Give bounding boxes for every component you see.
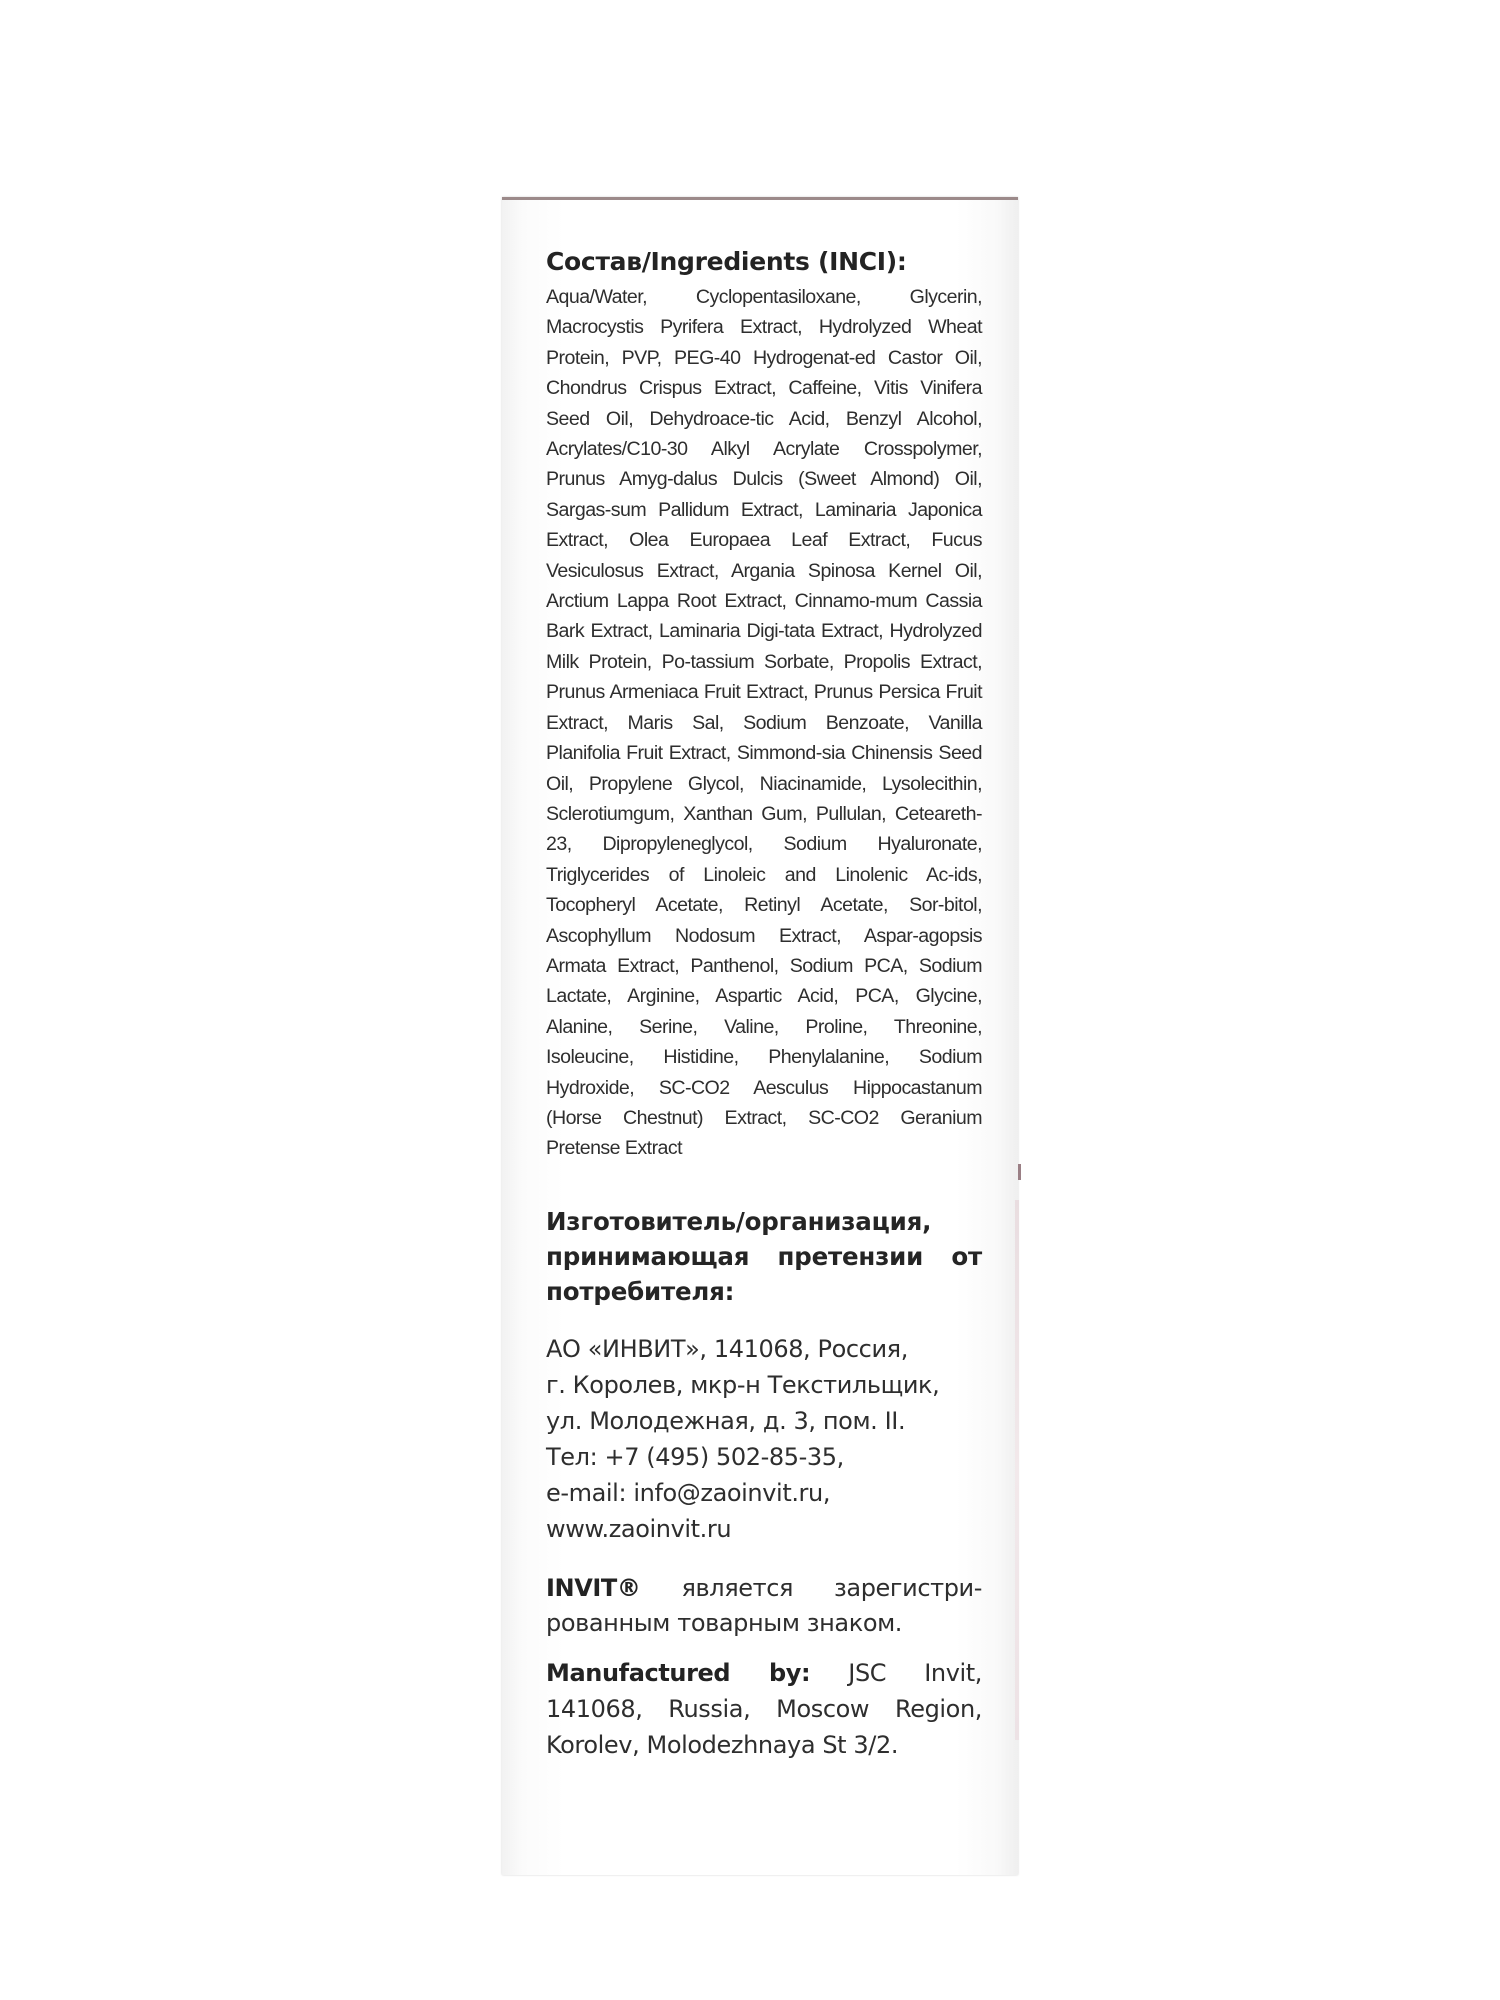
- trademark-text: является зарегистри-рованным товарным знаком.: [546, 1573, 983, 1637]
- box-side-edge-tint: [1015, 1200, 1019, 1740]
- trademark-brand: INVIT®: [546, 1573, 641, 1602]
- address-line: АО «ИНВИТ», 141068, Россия,: [546, 1334, 908, 1363]
- manufactured-by: [546, 1655, 982, 1763]
- manufacturer-address: [546, 1331, 982, 1547]
- manufactured-label: Manufactured by:: [546, 1658, 811, 1687]
- manufacturer-heading: Изготовитель/организация, принимающая претензии от потребителя:: [546, 1206, 982, 1306]
- phone-line: Тел: +7 (495) 502-85-35,: [546, 1442, 844, 1471]
- box-side-edge-mark: [1018, 1164, 1021, 1180]
- ingredients-heading: Состав/Ingredients (INCI):: [546, 247, 907, 276]
- address-line: ул. Молодежная, д. 3, пом. II.: [546, 1406, 906, 1435]
- email-line: e-mail: info@zaoinvit.ru,: [546, 1478, 831, 1507]
- ingredients-list: Aqua/Water, Cyclopentasiloxane, Glycerin, Macrocystis Pyrifera Extract, Hydrolyzed Wheat Protein, PVP, PEG-40 Hydrogenat-ed Castor Oil, Chondrus Crispus Extract, Caffeine, Vitis Vinifera Seed Oil, Dehydroace-tic Acid, Benzyl Alcohol, Acrylates/C10-30 Alkyl Acrylate Crosspolymer, Prunus Amyg-dalus Dulcis (Sweet Almond) Oil, Sargas-sum Pallidum Extract, Laminaria Japonica Extract, Olea Europaea Leaf Extract, Fucus Vesiculosus Extract, Argania Spinosa Kernel Oil, Arctium Lappa Root Extract, Cinnamo-mum Cassia Bark Extract, Laminaria Digi-tata Extract, Hydrolyzed Milk Protein, Po-tassium Sorbate, Propolis Extract, Prunus Armeniaca Fruit Extract, Prunus Persica Fruit Extract, Maris Sal, Sodium Benzoate, Vanilla Planifolia Fruit Extract, Simmond-sia Chinensis Seed Oil, Propylene Glycol, Niacinamide, Lysolecithin, Sclerotiumgum, Xanthan Gum, Pullulan, Ceteareth-23, Dipropyleneglycol, Sodium Hyaluronate, Triglycerides of Linoleic and Linolenic Ac-ids, Tocopheryl Acetate, Retinyl Acetate, Sor-bitol, Ascophyllum Nodosum Extract, Aspar-agopsis Armata Extract, Panthenol, Sodium PCA, Sodium Lactate, Arginine, Aspartic Acid, PCA, Glycine, Alanine, Serine, Valine, Proline, Threonine, Isoleucine, Histidine, Phenylalanine, Sodium Hydroxide, SC-CO2 Aesculus Hippocastanum (Horse Chestnut) Extract, SC-CO2 Geranium Pretense Extract: [546, 286, 982, 1160]
- website-line: www.zaoinvit.ru: [546, 1514, 732, 1543]
- label-content: [546, 246, 982, 1763]
- manufactured-text: JSC Invit, 141068, Russia, Moscow Region, Korolev, Molodezhnaya St 3/2.: [546, 1658, 983, 1759]
- address-line: г. Королев, мкр-н Текстильщик,: [546, 1370, 940, 1399]
- box-top-edge: [502, 197, 1018, 200]
- trademark-notice: [546, 1571, 982, 1641]
